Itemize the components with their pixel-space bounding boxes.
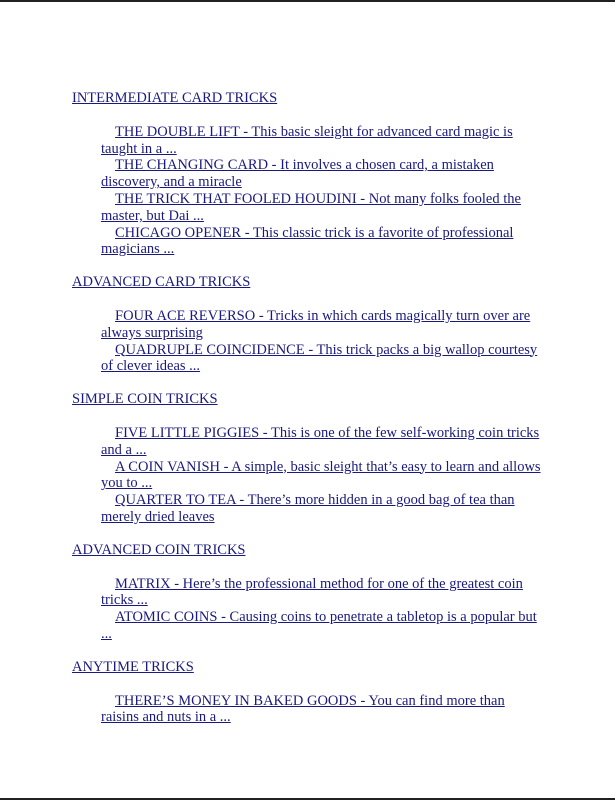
section-items [101,693,541,727]
section-heading [72,542,552,559]
section-intermediate-card-tricks [72,90,552,258]
link-quarter-to-tea[interactable]: QUARTER TO TEA - There’s more hidden in a good bag of tea than merely dried leaves [101,492,515,525]
link-matrix[interactable]: MATRIX - Here’s the professional method for one of the greatest coin tricks ... [101,575,523,609]
link-quadruple-coincidence[interactable]: QUADRUPLE COINCIDENCE - This trick packs a big wallop courtesy of clever ideas ... [101,341,538,375]
section-heading [72,274,552,291]
link-atomic-coins[interactable]: ATOMIC COINS - Causing coins to penetrate a tabletop is a popular but ... [101,609,537,642]
link-the-double-lift[interactable]: THE DOUBLE LIFT - This basic sleight for advanced card magic is taught in a ... [101,123,513,157]
section-items [101,124,541,258]
section-simple-coin-tricks [72,391,552,526]
table-of-contents [72,90,552,742]
section-heading [72,659,552,676]
link-a-coin-vanish[interactable]: A COIN VANISH - A simple, basic sleight that’s easy to learn and allows you to ... [101,458,541,492]
section-heading [72,391,552,408]
section-link-advanced-coin-tricks[interactable]: ADVANCED COIN TRICKS [72,541,246,558]
link-theres-money-in-baked-goods[interactable]: THERE’S MONEY IN BAKED GOODS - You can find more than raisins and nuts in a ... [101,692,505,726]
link-chicago-opener[interactable]: CHICAGO OPENER - This classic trick is a favorite of professional magicians ... [101,224,514,258]
section-advanced-coin-tricks [72,542,552,643]
link-five-little-piggies[interactable]: FIVE LITTLE PIGGIES - This is one of the few self-working coin tricks and a ... [101,424,540,458]
section-anytime-tricks [72,659,552,726]
section-advanced-card-tricks [72,274,552,375]
section-heading [72,90,552,107]
section-link-anytime-tricks[interactable]: ANYTIME TRICKS [72,658,194,675]
section-link-intermediate-card-tricks[interactable]: INTERMEDIATE CARD TRICKS [72,90,278,106]
section-items [101,576,541,643]
section-link-simple-coin-tricks[interactable]: SIMPLE COIN TRICKS [72,391,218,408]
link-four-ace-reverso[interactable]: FOUR ACE REVERSO - Tricks in which cards magically turn over are always surprising [101,307,531,341]
link-the-changing-card[interactable]: THE CHANGING CARD - It involves a chosen card, a mistaken discovery, and a miracle [101,157,494,191]
section-items [101,425,541,526]
link-the-trick-that-fooled-houdini[interactable]: THE TRICK THAT FOOLED HOUDINI - Not many folks fooled the master, but Dai ... [101,190,521,224]
section-items [101,308,541,375]
section-link-advanced-card-tricks[interactable]: ADVANCED CARD TRICKS [72,274,251,291]
